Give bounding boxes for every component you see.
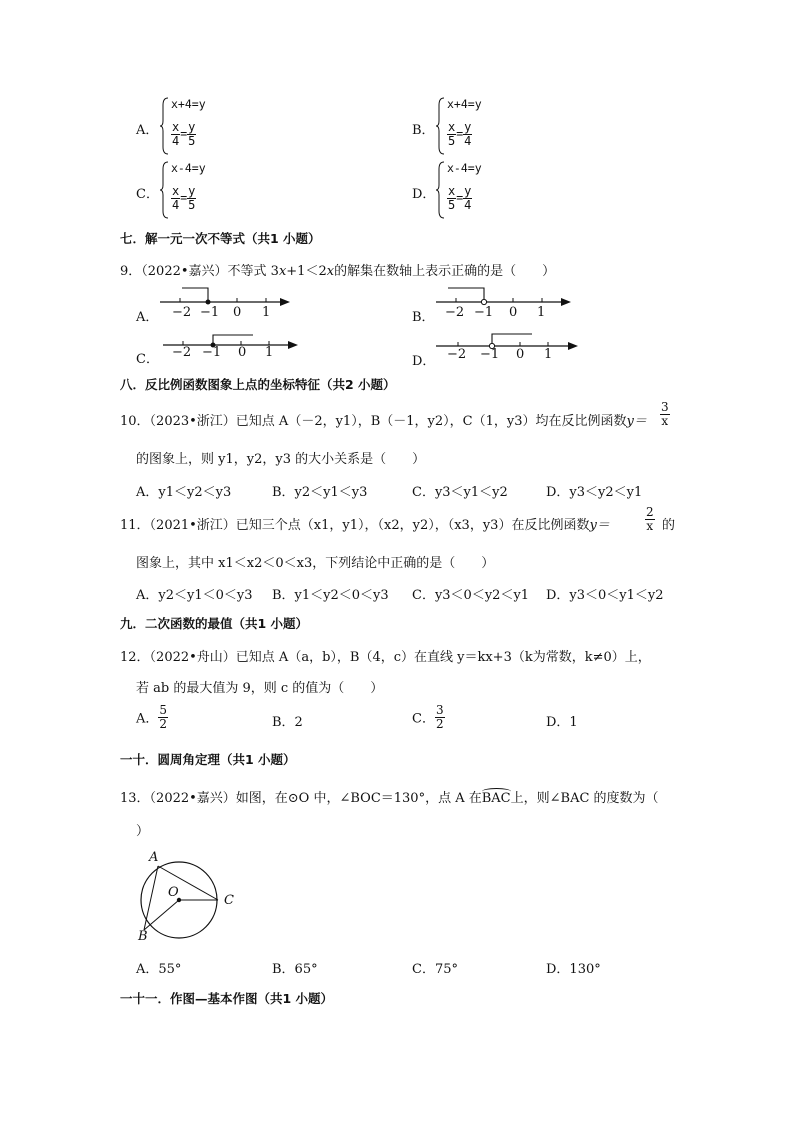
tick-label: 1 (544, 347, 553, 362)
q10-option-b: B．y2＜y1＜y3 (272, 485, 368, 500)
fraction-denominator: x (646, 518, 654, 533)
fraction-numerator: x (172, 184, 180, 198)
fraction-denominator: 5 (448, 133, 456, 148)
point-label-c: C (224, 893, 234, 908)
equation-line-1: x-4=y (447, 161, 482, 175)
q12-stem-line-2: 若 ab 的最大值为 9，则 c 的值为（ ） (136, 681, 384, 696)
tick-label: −1 (480, 347, 500, 362)
stem-text: 的解集在数轴上表示正确的是（ ） (334, 264, 556, 279)
variable-x: x (278, 264, 287, 279)
q11-option-c: C．y3＜0＜y2＜y1 (412, 588, 530, 603)
tick-label: 0 (509, 305, 518, 320)
tick-label: −2 (445, 305, 465, 320)
tick-label: 1 (262, 305, 271, 320)
fraction-denominator: 4 (464, 133, 472, 148)
tick-label: 0 (238, 345, 247, 360)
option-label: D． (412, 354, 436, 369)
point-label-a: A (149, 850, 159, 865)
equation-line-1: x+4=y (171, 97, 206, 111)
q11-stem-line-2: 图象上，其中 x1＜x2＜0＜x3，下列结论中正确的是（ ） (136, 556, 495, 571)
fraction-numerator: y (188, 184, 196, 198)
option-label: A． (136, 711, 159, 727)
stem-text: 10．（2023•浙江）已知点 A（－2，y1），B（－1，y2），C（1，y3）均在反比例函数 (120, 414, 627, 429)
fraction-numerator: y (464, 120, 472, 134)
fraction-numerator: 3 (435, 703, 444, 717)
fraction-denominator: 5 (188, 197, 196, 212)
section-heading-9: 九．二次函数的最值（共1 小题） (120, 616, 309, 631)
stem-text: 11．（2021•浙江）已知三个点（x1，y1），（x2，y2），（x3，y3）在反比例函数 (120, 518, 590, 533)
left-brace-icon (160, 97, 170, 155)
fraction-numerator: y (464, 184, 472, 198)
fraction-denominator: 2 (435, 716, 444, 731)
q13-stem-line-1 (120, 787, 659, 806)
fraction-numerator: 3 (661, 400, 669, 414)
fraction-numerator: x (172, 120, 180, 134)
equation-line-1: x+4=y (447, 97, 482, 111)
tick-label: −1 (200, 305, 220, 320)
tick-label: −2 (172, 305, 192, 320)
equation-line-2 (447, 185, 472, 211)
function-lhs: y＝ (626, 414, 647, 429)
q10-option-a: A．y1＜y2＜y3 (136, 485, 232, 500)
equation-line-2 (171, 185, 196, 211)
q12-option-b: B．2 (272, 715, 303, 730)
option-label: A． (136, 310, 159, 325)
option-label: C． (136, 187, 159, 202)
stem-text: 9．（2022•嘉兴）不等式 3 (120, 264, 279, 279)
stem-text: 的 (662, 518, 676, 533)
fraction-denominator: 4 (172, 133, 180, 148)
tick-label: −1 (474, 305, 494, 320)
stem-text: 上，则∠BAC 的度数为（ (510, 791, 659, 806)
section-heading-8: 八．反比例函数图象上点的坐标特征（共2 小题） (120, 377, 396, 392)
q11-stem-line-1 (120, 514, 610, 533)
equation-line-2 (171, 121, 196, 147)
variable-x: x (326, 264, 335, 279)
q13-option-a: A．55° (136, 962, 182, 977)
section-heading-7: 七．解一元一次不等式（共1 小题） (120, 231, 321, 246)
q12-option-d: D．1 (546, 715, 578, 730)
fraction-numerator: 5 (159, 703, 168, 717)
fraction-numerator: 2 (646, 505, 654, 519)
left-brace-icon (160, 161, 170, 219)
q12-option-a (136, 704, 168, 730)
equals-sign: = (456, 190, 464, 205)
q11-option-d: D．y3＜0＜y1＜y2 (546, 588, 664, 603)
fraction-2-over-x (645, 506, 655, 532)
option-label: D． (412, 187, 436, 202)
stem-text: 13．（2022•嘉兴）如图，在⊙O 中，∠BOC＝130°，点 A 在 (120, 791, 482, 806)
option-label: B． (412, 310, 435, 325)
option-label: C． (412, 711, 435, 727)
q13-stem-line-2: ） (136, 824, 150, 839)
q10-stem-line-1 (120, 410, 647, 429)
q13-option-b: B．65° (272, 962, 318, 977)
option-label: A． (136, 123, 159, 138)
left-brace-icon (436, 161, 446, 219)
section-heading-11: 一十一．作图—基本作图（共1 小题） (120, 991, 334, 1006)
q12-stem-line-1: 12．（2022•舟山）已知点 A（a，b），B（4，c）在直线 y＝kx+3（k为常数，k≠0）上， (120, 650, 651, 665)
section-heading-10: 一十．圆周角定理（共1 小题） (120, 752, 296, 767)
fraction-denominator: 2 (159, 716, 168, 731)
option-label: C． (136, 352, 159, 367)
tick-label: −2 (172, 345, 192, 360)
fraction-3-over-x (660, 401, 670, 427)
q10-option-d: D．y3＜y2＜y1 (546, 485, 643, 500)
equals-sign: = (180, 190, 188, 205)
tick-label: −2 (447, 347, 467, 362)
point-label-b: B (138, 929, 148, 944)
equals-sign: = (456, 126, 464, 141)
fraction-numerator: x (448, 184, 456, 198)
fraction-numerator: y (188, 120, 196, 134)
arc-bac: BAC (481, 791, 511, 806)
equals-sign: = (180, 126, 188, 141)
q11-option-b: B．y1＜y2＜0＜y3 (272, 588, 389, 603)
left-brace-icon (436, 97, 446, 155)
fraction-denominator: 5 (188, 133, 196, 148)
q13-option-c: C．75° (412, 962, 458, 977)
tick-label: −1 (202, 345, 222, 360)
function-lhs: y＝ (589, 518, 610, 533)
fraction-denominator: 5 (448, 197, 456, 212)
q10-option-c: C．y3＜y1＜y2 (412, 485, 508, 500)
q10-stem-line-2: 的图象上，则 y1，y2，y3 的大小关系是（ ） (136, 452, 426, 467)
q13-option-d: D．130° (546, 962, 601, 977)
fraction-denominator: 4 (464, 197, 472, 212)
point-label-o: O (168, 885, 179, 900)
q9-stem (120, 260, 555, 279)
tick-label: 1 (265, 345, 274, 360)
fraction-denominator: 4 (172, 197, 180, 212)
tick-label: 1 (537, 305, 546, 320)
equation-line-1: x-4=y (171, 161, 206, 175)
fraction-denominator: x (661, 413, 669, 428)
tick-label: 0 (233, 305, 242, 320)
stem-text: +1＜2 (286, 264, 327, 279)
fraction-numerator: x (448, 120, 456, 134)
q12-option-c (412, 704, 445, 730)
tick-label: 0 (516, 347, 525, 362)
option-label: B． (412, 123, 435, 138)
equation-line-2 (447, 121, 472, 147)
q11-option-a: A．y2＜y1＜0＜y3 (136, 588, 253, 603)
